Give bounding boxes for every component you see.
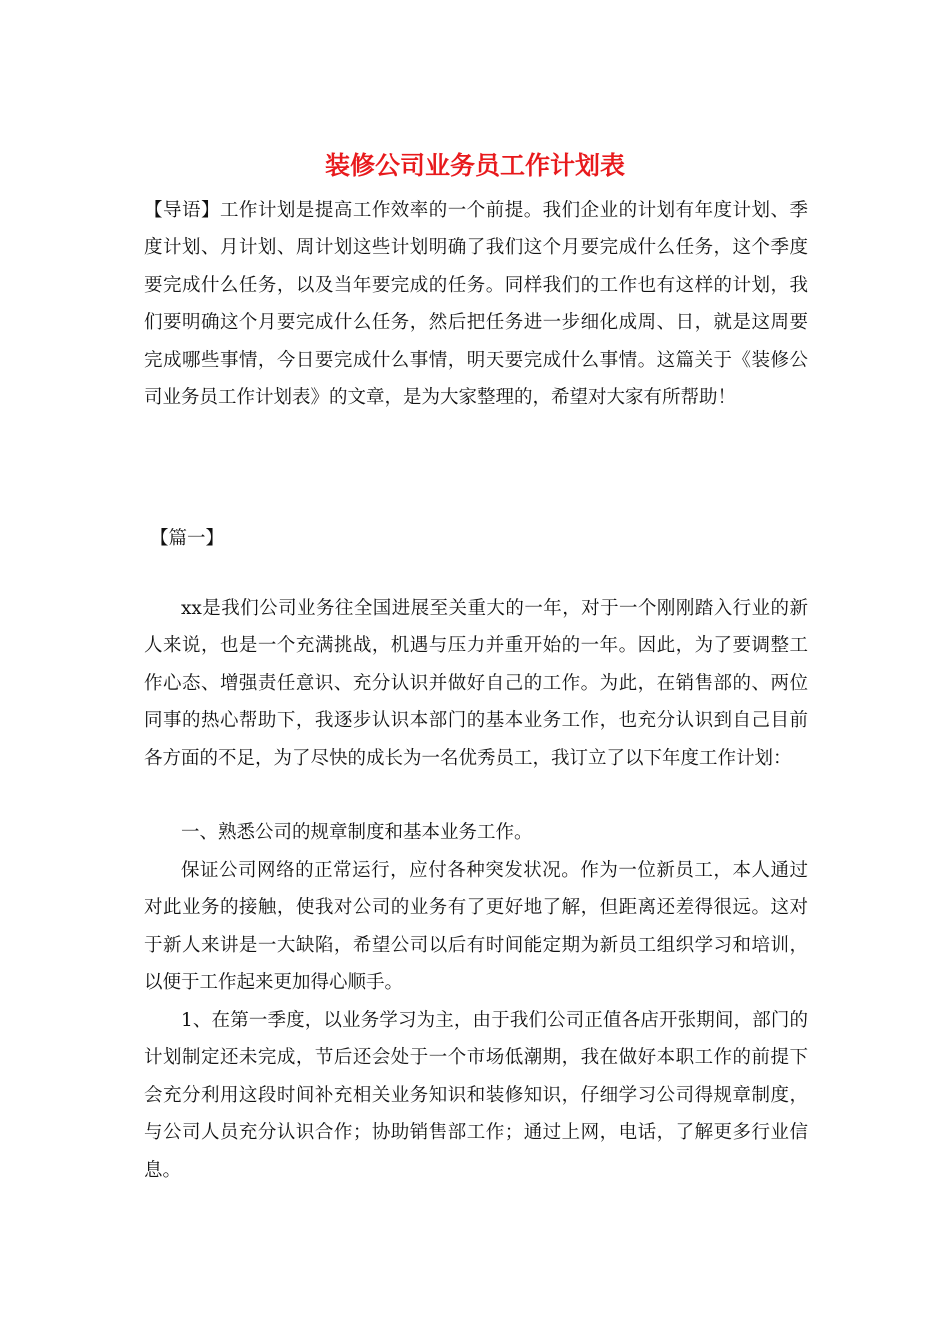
body-paragraph: xx是我们公司业务往全国进展至关重大的一年，对于一个刚刚踏入行业的新人来说，也是一个充满挑战，机遇与压力并重开始的一年。因此，为了要调整工作心态、增强责任意识、充分认识并做好自己的工作。为此，在销售部的、两位同事的热心帮助下，我逐步认识本部门的基本业务工作，也充分认识到自己目前各方面的不足，为了尽快的成长为一名优秀员工，我订立了以下年度工作计划： <box>144 598 808 769</box>
body-paragraph: 一、熟悉公司的规章制度和基本业务工作。 <box>181 822 533 843</box>
document-title: 装修公司业务员工作计划表 <box>324 151 625 180</box>
section-heading: 【篇一】 <box>150 528 225 549</box>
body-paragraph: 1、在第一季度，以业务学习为主，由于我们公司正值各店开张期间，部门的计划制定还未完成，节后还会处于一个市场低潮期，我在做好本职工作的前提下会充分利用这段时间补充相关业务知识和装修知识，仔细学习公司得规章制度，与公司人员充分认识合作；协助销售部工作；通过上网，电话，了解更多行业信息。 <box>144 1010 808 1181</box>
intro-paragraph: 【导语】工作计划是提高工作效率的一个前提。我们企业的计划有年度计划、季度计划、月计划、周计划这些计划明确了我们这个月要完成什么任务，这个季度要完成什么任务，以及当年要完成的任务。同样我们的工作也有这样的计划，我们要明确这个月要完成什么任务，然后把任务进一步细化成周、日，就是这周要完成哪些事情，今日要完成什么事情，明天要完成什么事情。这篇关于《装修公司业务员工作计划表》的文章，是为大家整理的，希望对大家有所帮助！ <box>144 200 808 409</box>
body-paragraph: 保证公司网络的正常运行，应付各种突发状况。作为一位新员工，本人通过对此业务的接触，使我对公司的业务有了更好地了解，但距离还差得很远。这对于新人来讲是一大缺陷，希望公司以后有时间能定期为新员工组织学习和培训，以便于工作起来更加得心顺手。 <box>144 860 808 994</box>
